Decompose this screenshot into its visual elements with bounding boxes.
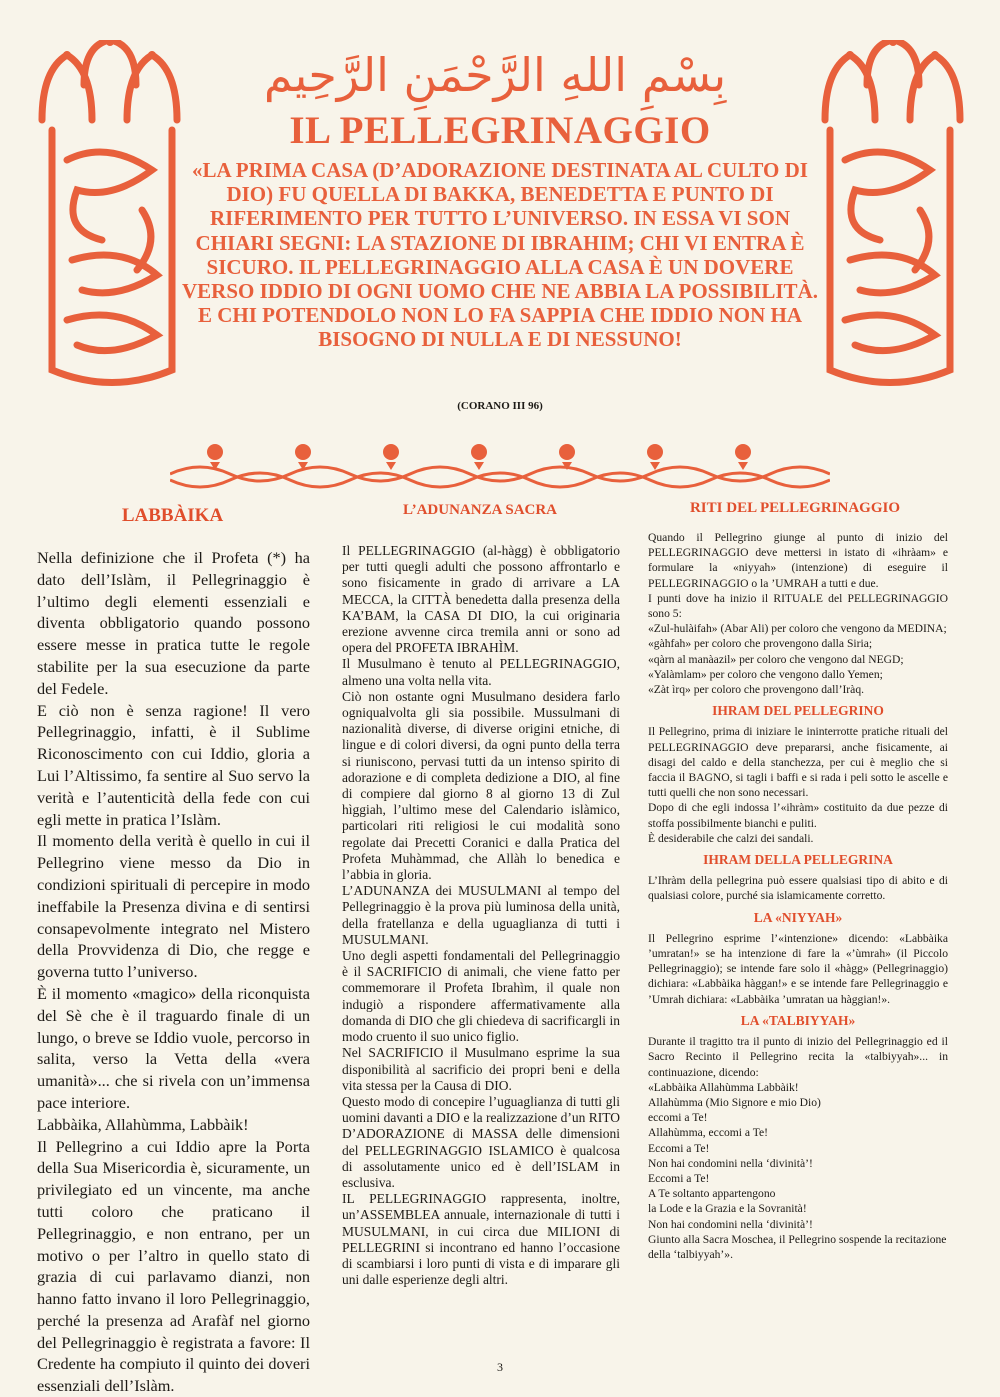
paragraph: Il Pellegrino, prima di iniziare le ininterrotte pratiche rituali del PELLEGRINAGGIO deve prepararsi, anche fisicamente, ai disagi del caldo e della stanchezza, per cui è meglio che si faccia il BAGNO, si tagli i baffi e si rada i peli sotto le ascelle e tutti quelli che non sono necessari. [648, 725, 948, 800]
section-title-adunanza-sacra: L’ADUNANZA SACRA [402, 502, 558, 518]
quran-quote: «LA PRIMA CASA (D’ADORAZIONE DESTINATA AL CULTO DI DIO) FU QUELLA DI BAKKA, BENEDETTA E PUNTO DI RIFERIMENTO PER TUTTO L’UNIVERSO. IN ESSA VI SON CHIARI SEGNI: LA STAZIONE DI IBRAHIM; CHI VI ENTRA È SICURO. IL PELLEGRINAGGIO ALLA CASA È UN DOVERE VERSO IDDIO DI OGNI UOMO CHE NE ABBIA LA POSSIBILITÀ. E CHI POTENDOLO NON LO FA SAPPIA CHE IDDIO NON HA BISOGNO DI NULLA E DI NESSUNO! [182, 158, 818, 352]
paragraph: Nella definizione che il Profeta (*) ha dato dell’Islàm, il Pellegrinaggio è l’ultimo degli elementi essenziali e diventa obbligatorio quando possono essere messe in pratica tutte le regole stabilite per la sua esecuzione da parte del Fedele. [37, 548, 310, 698]
prayer-line: «Labbàika Allahùmma Labbàik! [648, 1080, 799, 1094]
paragraph: Labbàika, Allahùmma, Labbàik! [37, 1114, 249, 1134]
prayer-line: Allahùmma (Mio Signore e mio Dio) [648, 1095, 821, 1109]
page-title: IL PELLEGRINAGGIO [289, 109, 711, 152]
quote-source: (CORANO III 96) [457, 400, 543, 412]
page-number: 3 [497, 1360, 503, 1374]
prayer-line: A Te soltanto appartengono [648, 1187, 776, 1201]
paragraph: Il Pellegrino a cui Iddio apre la Porta della Sua Misericordia è, sicuramente, un privilegiato ed un vincente, ma anche tutti coloro che praticano il Pellegrinaggio, e non entrano, per un motivo o per l’altro in quello stato di grazia di cui parlavamo dianzi, non hanno fatto invano il loro Pellegrinaggio, perché la presenza ad Arafàf nel giorno del Pellegrinaggio è registrata a favore: Il Credente ha compiuto il quinto dei doveri essenziali dell’Islàm. [37, 1136, 310, 1396]
calligraphy-ornament-right [805, 40, 980, 400]
list-item: «Yalàmlam» per coloro che vengono dallo Yemen; [648, 667, 883, 681]
list-item: «Zàt ìrq» per coloro che provengono dall’Iràq. [648, 683, 865, 697]
paragraph: Quando il Pellegrino giunge al punto di inizio del PELLEGRINAGGIO deve mettersi in istato di «ihràam» e formulare la «niyyah» (intenzione) di eseguire il PELLEGRINAGGIO o la ’UMRAH a tutti e due. [648, 531, 948, 590]
section-title-riti: RITI DEL PELLEGRINAGGIO [689, 500, 901, 516]
paragraph: Il Musulmano è tenuto al PELLEGRINAGGIO, almeno una volta nella vita. [342, 656, 620, 688]
ornamental-divider [170, 432, 830, 492]
prayer-line: la Lode e la Grazia e la Sovranità! [648, 1202, 807, 1216]
calligraphy-ornament-left [22, 40, 197, 400]
prayer-line: eccomi a Te! [648, 1111, 708, 1125]
paragraph: Durante il tragitto tra il punto di inizio del Pellegrinaggio ed il Sacro Recinto il Pellegrino recita la «talbiyyah»... in continuazione, dicendo: [648, 1035, 948, 1079]
paragraph: Ciò non ostante ogni Musulmano desidera farlo ogniqualvolta gli sia possibile. Mussulmani di nazionalità diverse, di diverse origini etniche, di lingue e di colori diversi, da ogni punto della terra si riuniscono, pervasi tutti da un intenso spirito di adorazione e di completa dedizione a DIO, al fine di compiere dal giorno 8 al giorno 13 di Zul hìggiah, l’ultimo mese del Calendario islàmico, particolari riti religiosi le cui modalità sono regolate dai Precetti Coranici e dalla Pratica del Profeta Muhàmmad, che Allàh lo benedica e l’abbia in gloria. [342, 688, 620, 883]
paragraph: Questo modo di concepire l’uguaglianza di tutti gli uomini davanti a DIO e la realizzazione d’un RITO D’ADORAZIONE di MASSA delle dimensioni del PELLEGRINAGGIO ISLAMICO è qualcosa di assolutamente unico ed è dell’ISLAM in esclusiva. [342, 1093, 620, 1190]
subsection-title-ihram-pellegrina: IHRAM DELLA PELLEGRINA [703, 852, 893, 868]
subsection-title-ihram-pellegrino: IHRAM DEL PELLEGRINO [712, 703, 884, 719]
subsection-title-niyyah: LA «NIYYAH» [753, 909, 843, 925]
prayer-line: Eccomi a Te! [648, 1171, 710, 1185]
paragraph: Il momento della verità è quello in cui il Pellegrino viene messo da Dio in condizioni spirituali di percepire in modo ineffabile la Presenza divina e di sentirsi consapevolmente integrato nel Mistero della Provvidenza di Dio, che regge e governa tutto l’universo. [37, 831, 310, 982]
paragraph: I punti dove ha inizio il RITUALE del PELLEGRINAGGIO sono 5: [648, 591, 948, 621]
paragraph: IL PELLEGRINAGGIO rappresenta, inoltre, un’ASSEMBLEA annuale, internazionale di tutti i MUSULMANI, in cui circa due MILIONI di PELLEGRINI si incontrano ed hanno l’occasione di scambiarsi i loro punti di vista e di imparare gli uni dalle esperienze degli altri. [342, 1191, 620, 1288]
paragraph: Il Pellegrino esprime l’«intenzione» dicendo: «Labbàika ’umratan!» se ha intenzione di fare la «’ùmrah» (il Piccolo Pellegrinaggio); se intende fare solo il «hàgg» (Pellegrinaggio) dichiara: «Labbàika hàggan!» e se intende fare Pellegrinaggio e ’Umrah dichiara: «Labbàika ’umratan ua hàggian!». [648, 931, 948, 1006]
paragraph: Uno degli aspetti fondamentali del Pellegrinaggio è il SACRIFICIO di animali, che viene fatto per commemorare il Profeta Ibrahìm, il quale non indugiò a rispondere affermativamente alla domanda di DIO che gli chiedeva di sacrificargli in modo cruento il suo unico figlio. [342, 948, 620, 1045]
bismillah-calligraphy: بِسْمِ اللهِ الرَّحْمَنِ الرَّحِيم [263, 48, 727, 102]
prayer-line: Non hai condomini nella ‘divinità’! [648, 1156, 813, 1170]
paragraph: Il PELLEGRINAGGIO (al-hàgg) è obbligatorio per tutti quegli adulti che possono affrontarlo e sono fisicamente in grado di arrivare a LA MECCA, la CITTÀ benedetta dalla presenza della KA’BAM, la CASA DI DIO, la cui originaria erezione avvenne circa tremila anni or sono ad opera del PROFETA IBRAHÌM. [342, 543, 620, 656]
paragraph: Nel SACRIFICIO il Musulmano esprime la sua disponibilità al sacrificio dei propri beni e della vita stessa per la Causa di DIO. [342, 1045, 620, 1093]
paragraph: L’Ihràm della pellegrina può essere qualsiasi tipo di abito e di qualsiasi colore, purché sia islamicamente corretto. [648, 874, 948, 903]
paragraph: È desiderabile che calzi dei sandali. [648, 831, 814, 845]
column-riti [648, 530, 948, 1262]
prayer-line: Allahùmma, eccomi a Te! [648, 1126, 769, 1140]
column-labbaika [37, 547, 310, 1397]
paragraph: L’ADUNANZA dei MUSULMANI al tempo del Pellegrinaggio è la prova più luminosa della unità, della fratellanza e della uguaglianza di tutti i MUSULMANI. [342, 883, 620, 947]
list-item: «gàhfah» per coloro che provengono dalla Siria; [648, 637, 873, 651]
column-adunanza-sacra [342, 543, 620, 1288]
paragraph: Dopo di che egli indossa l’«ihràm» costituito da due pezze di stoffa possibilmente bianchi e puliti. [648, 801, 948, 830]
list-item: «Zul-hulàifah» (Abar Ali) per coloro che vengono da MEDINA; [648, 622, 947, 636]
section-title-labbaika: LABBÀIKA [121, 505, 224, 526]
prayer-line: Non hai condomini nella ‘divinità’! [648, 1217, 813, 1231]
subsection-title-talbiyyah: LA «TALBIYYAH» [740, 1012, 856, 1028]
paragraph: È il momento «magico» della riconquista del Sè che è il traguardo finale di un lungo, o breve se Iddio vuole, percorso in salita, verso la Vetta della «vera umanità»... che si rivela con un’immensa pace interiore. [37, 983, 310, 1112]
paragraph: E ciò non è senza ragione! Il vero Pellegrinaggio, infatti, è il Sublime Riconoscimento con cui Iddio, gloria a Lui l’Altissimo, fa sentire al Suo servo la verità e l’autenticità della fede con cui egli mette in pratica l’Islàm. [37, 700, 310, 829]
prayer-line: Eccomi a Te! [648, 1141, 710, 1155]
prayer-line: Giunto alla Sacra Moschea, il Pellegrino sospende la recitazione della ‘talbiyyah’». [648, 1232, 947, 1261]
list-item: «qàrn al manàazil» per coloro che vengono dal NEGD; [648, 652, 904, 666]
